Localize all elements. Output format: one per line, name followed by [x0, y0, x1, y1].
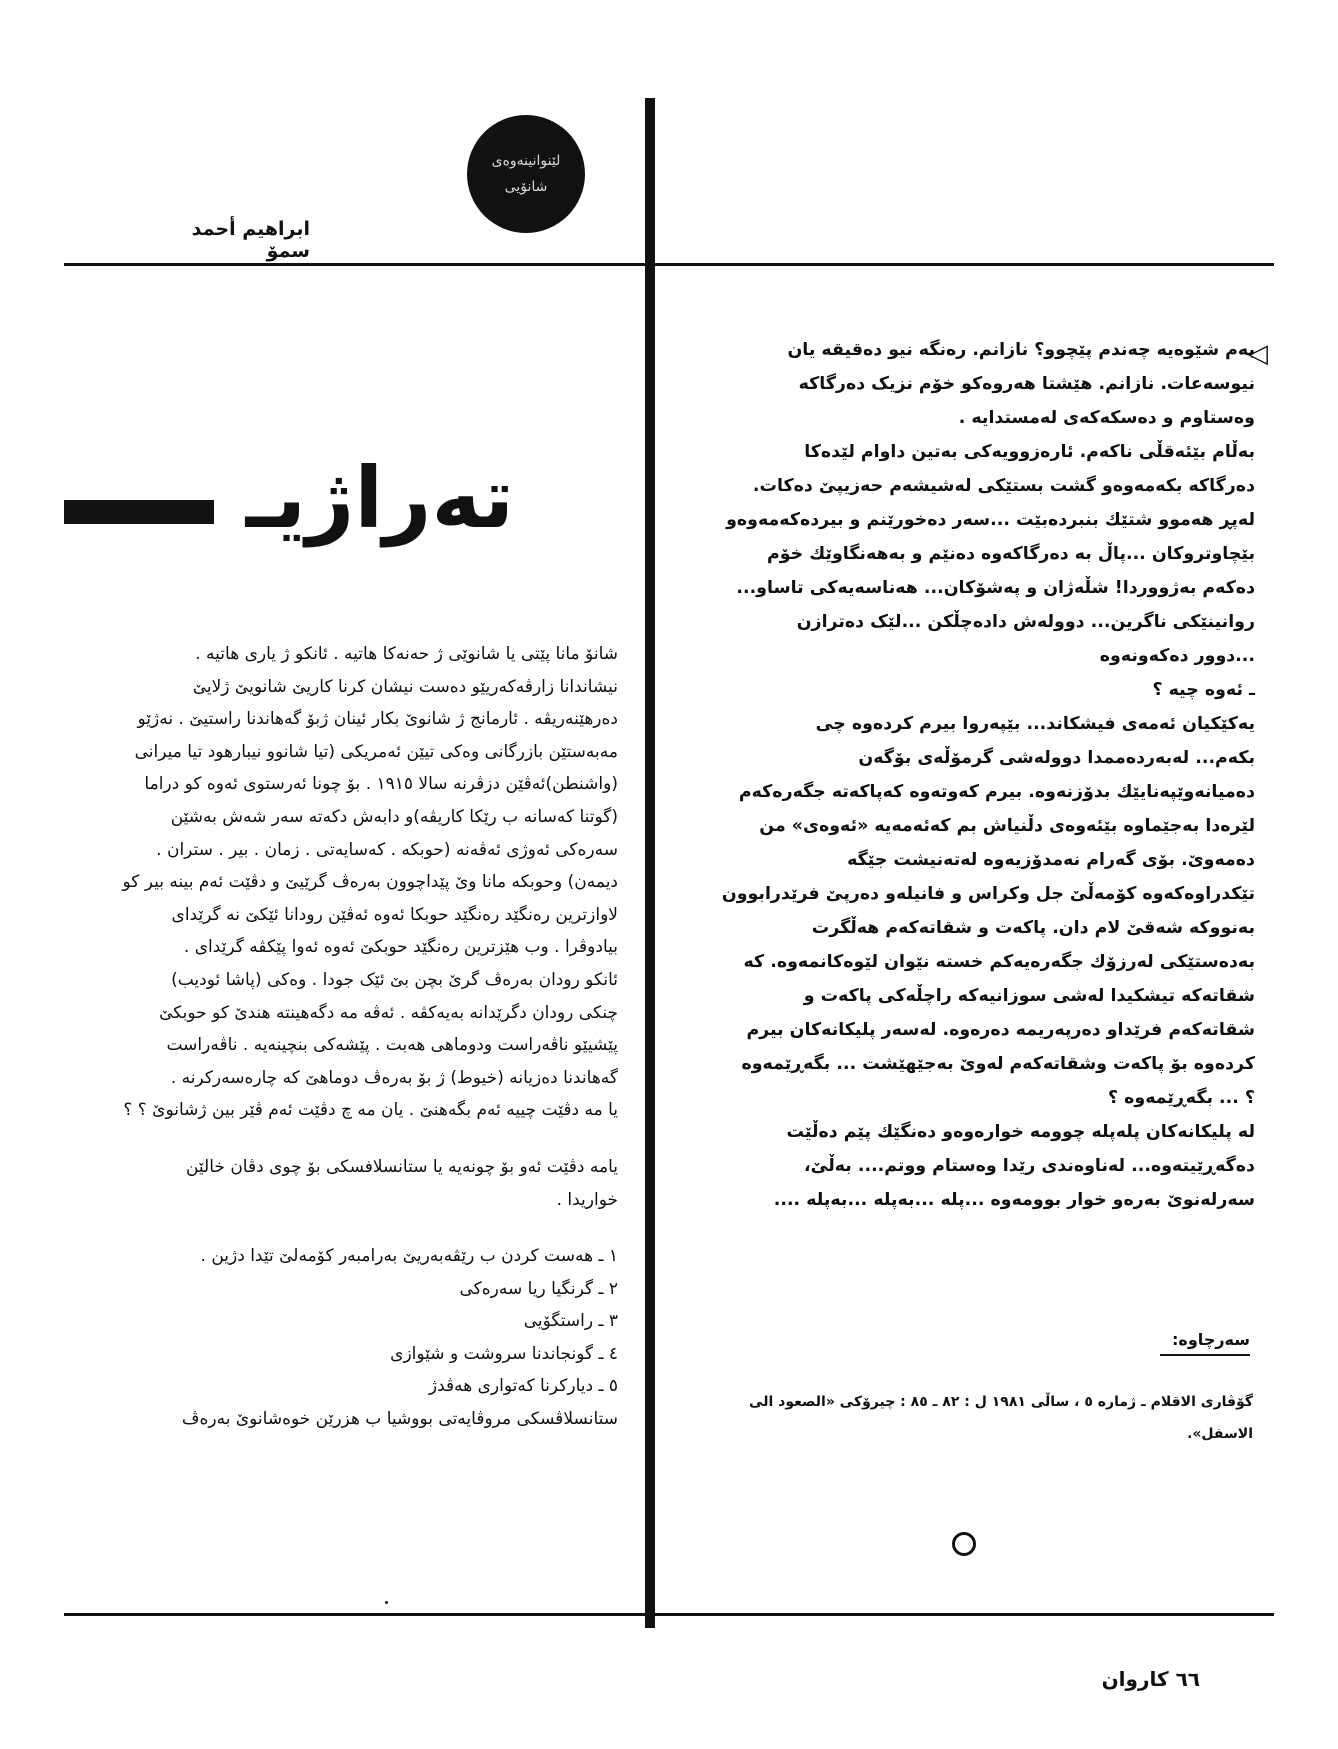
text-line: لە پلیکانەکان پلەپلە چوومە خوارەوەو دەنگێك پێم دەڵێت	[786, 1122, 1255, 1142]
source-line: الاسفل».	[1187, 1426, 1253, 1442]
text-line: ستانسلاڤسکی مروڤایەتی بووشیا ب هزرێن خوەشانوێ بەرەڤ	[181, 1409, 618, 1430]
text-line: روانینێکی ناگرین... دوولەش دادەچڵکن ...لێک دەترازن	[796, 612, 1255, 632]
text-line: بەدەستێکی لەرزۆك جگەرەیەکم خستە نێوان لێوەکانمەوە. کە	[743, 952, 1255, 972]
text-line: یەکێکیان ئەمەی فیشکاند... بێپەروا بیرم کردەوە چی	[815, 714, 1255, 734]
text-line: بەڵام بێئەقڵی ناکەم. ئارەزوویەکی بەتین داوام لێدەکا	[804, 442, 1255, 462]
text-line: دەمەوێ. بۆی گەرام نەمدۆزیەوە لەتەنیشت جێگە	[847, 850, 1255, 870]
triangle-marker-icon: ◁	[1248, 339, 1268, 369]
text-line: نیوسەعات. نازانم. هێشتا هەروەکو خۆم نزیک دەرگاکە	[798, 374, 1255, 394]
text-line: تێکدراوەکەوە کۆمەڵێ جل وکراس و فانیلەو دەرپێ فرێدرابوون	[721, 884, 1255, 904]
list-item: ٣ ـ راستگۆیی	[523, 1311, 618, 1332]
text-line: (گوتنا کەسانە ب رێکا کاریڤە)و دابەش دکەتە سەر شەش بەشێن	[170, 806, 618, 827]
right-column	[693, 333, 1255, 1217]
text-line: خواریدا .	[556, 1189, 618, 1210]
text-line: ...دوور دەکەونەوە	[1099, 646, 1255, 666]
left-paragraph	[66, 638, 618, 1127]
title-bar	[64, 500, 214, 524]
print-dot	[385, 1601, 388, 1604]
section-end-circle-icon	[952, 1532, 976, 1556]
source-label: سەرچاوە:	[1172, 1330, 1250, 1349]
text-line: نیشاندانا زارڤەکەریێو دەست نیشان کرنا کاریێ شانویێ ژلایێ	[192, 676, 618, 697]
text-line: سەرەکی ئەوژی ئەڤەنە (حوبکە . کەسایەتی . زمان . بیر . ستران .	[156, 839, 618, 860]
text-line: دەگەڕێیتەوە... لەناوەندی رێدا وەستام ووتم.... بەڵێ،	[804, 1156, 1255, 1176]
text-line: لێرەدا بەجێماوە بێئەوەی دڵنیاش بم کەئەمەیە «ئەوەی» من	[759, 816, 1255, 836]
text-line: بەنووکە شەقێ لام دان. پاکەت و شقاتەکەم هەڵگرت	[811, 918, 1255, 938]
text-line: وەستاوم و دەسکەکەی لەمستدایە .	[958, 408, 1255, 428]
text-line: ـ ئەوە چیە ؟	[1152, 680, 1255, 700]
article-title	[64, 448, 514, 548]
text-line: گەهاندنا دەزیانە (خیوط) ژ بۆ بەرەڤ دوماهێ کە چارەسەرکرنە .	[170, 1067, 618, 1088]
text-line: دەمیانەوێپەنایێك بدۆزنەوە. بیرم کەوتەوە کەپاکەتە جگەرەکەم	[738, 782, 1255, 802]
text-line: دەکەم بەژووردا! شڵەژان و پەشۆکان... هەناسەیەکی تاساو...	[736, 578, 1255, 598]
text-line: بیادوڤرا . وب هێزترین رەنگێد حوبکێ ئەوە ئەوا پێکڤە گرێدای .	[183, 937, 618, 958]
text-line: شقاتەکەم فرێداو دەرپەریمە دەرەوە. لەسەر پلیکانەکان بیرم	[746, 1020, 1255, 1040]
right-paragraph-3	[693, 707, 1255, 1115]
text-line: سەرلەنوێ بەرەو خوار بوومەوە ...پلە ...بەپلە ...بەپلە ....	[773, 1190, 1255, 1210]
text-line: شانۆ مانا پێتی یا شانوێی ژ حەنەکا هاتیە . ئانکو ژ یاری هاتیە .	[195, 644, 618, 664]
text-line: بەم شێوەیە چەندم پێچوو؟ نازانم. رەنگە نیو دەقیقە یان	[787, 340, 1255, 360]
source-line: گۆڤاری الاقلام ـ ژمارە ٥ ، ساڵی ١٩٨١ ل : ٨٢ ـ ٨٥ : چیرۆکی «الصعود الی	[749, 1394, 1253, 1410]
right-paragraph-4	[693, 1115, 1255, 1217]
text-line: یامە دڤێت ئەو بۆ چونەیە یا ستانسلافسکی بۆ چوی دڤان خالێن	[185, 1156, 618, 1177]
page-footer: ٦٦ کاروان	[1101, 1667, 1200, 1691]
section-badge	[467, 115, 585, 233]
list-item: ٤ ـ گونجاندنا سروشت و شێوازی	[390, 1343, 618, 1364]
left-column	[66, 638, 618, 1436]
text-line: دەرهێنەریڤە . ئارمانج ژ شانوێ بکار ئینان ژبۆ گەهاندنا راستیێ . نەژێو	[137, 709, 618, 730]
spacer	[66, 1216, 618, 1240]
section-badge-line-2: شانۆیی	[504, 179, 548, 195]
text-line: کردەوە بۆ پاکەت وشقاتەکەم لەوێ بەجێهێشت ... بگەڕێمەوە	[741, 1054, 1255, 1074]
list-item: ٢ ـ گرنگیا ریا سەرەکی	[459, 1278, 618, 1299]
text-line: یا مە دڤێت چییە ئەم بگەهنێ . یان مە چ دڤێت ئەم ڤێر بین ژشانوێ ؟ ؟	[123, 1100, 618, 1121]
text-line: ئانکو رودان بەرەڤ گرێ بچن بێ ئێک جودا . وەکی (پاشا ئودیب)	[171, 969, 618, 990]
source-citation	[693, 1386, 1253, 1450]
list-item: ٥ ـ دیارکرنا کەتواری هەڤدژ	[428, 1376, 618, 1397]
bottom-rule	[64, 1613, 1274, 1616]
section-badge-line-1: لێنوانینەوەی	[491, 153, 561, 169]
right-paragraph-1	[693, 333, 1255, 435]
text-line: چنکی رودان دگرێدانە بەیەکڤە . ئەڤە مە دگەهینتە هندێ کو حوبکێ	[159, 1002, 618, 1023]
text-line: دیمەن) وحوبکە مانا وێ پێداچوون بەرەڤ گرێیێ و دڤێت ئەم بینە بیر کو	[122, 872, 618, 893]
article-title-text: تەراژیـ	[245, 449, 514, 547]
left-intro	[66, 1151, 618, 1216]
text-line: لەپڕ هەموو شتێك بنبردەبێت ...سەر دەخورێنم و بیردەکەمەوەو	[726, 510, 1255, 530]
text-line: بێچاوتروکان ...پاڵ بە دەرگاکەوە دەنێم و بەهەنگاوێك خۆم	[767, 544, 1255, 564]
text-line: پێشیێو ناڤەراست ودوماهی هەبت . پێشەکی بنچینەیە . ناڤەراست	[166, 1035, 618, 1056]
text-line: بکەم... لەبەردەممدا دوولەشی گرمۆڵەی بۆگەن	[858, 748, 1255, 768]
text-line: (واشنطن)ئەڤێن دزڤرنە سالا ١٩١٥ . بۆ چونا ئەرستوی ئەوە کو دراما	[144, 774, 618, 795]
text-line: لاوازترین رەنگێد رەنگێد حوبکا ئەوە ئەڤێن رودانا ئێکێ نە گرێدای	[171, 904, 618, 925]
source-underline	[1160, 1354, 1250, 1356]
list-item: ١ ـ هەست کردن ب رێڤەبەریێ بەرامبەر کۆمەلێ تێدا دژین .	[200, 1246, 618, 1267]
text-line: مەبەستێن بازرگانی وەکی تیێن ئەمریکی (تیا شانوو نیبارهود تیا میرانی	[134, 741, 618, 762]
spacer	[66, 1127, 618, 1151]
right-paragraph-2	[693, 435, 1255, 707]
text-line: شقاتەکە تیشکیدا لەشی سوزانیەکە راچڵەکی پاکەت و	[803, 986, 1255, 1006]
text-line: دەرگاکە بکەمەوەو گشت بستێکی لەشیشەم حەزیپێ دەکات.	[752, 476, 1255, 496]
numbered-list	[66, 1240, 618, 1403]
author-name: ابراهيم أحمد سمۆ	[191, 218, 310, 262]
top-rule	[64, 263, 1274, 266]
column-divider	[645, 98, 655, 1628]
text-line: ؟ ... بگەڕێمەوە ؟	[1107, 1088, 1255, 1108]
